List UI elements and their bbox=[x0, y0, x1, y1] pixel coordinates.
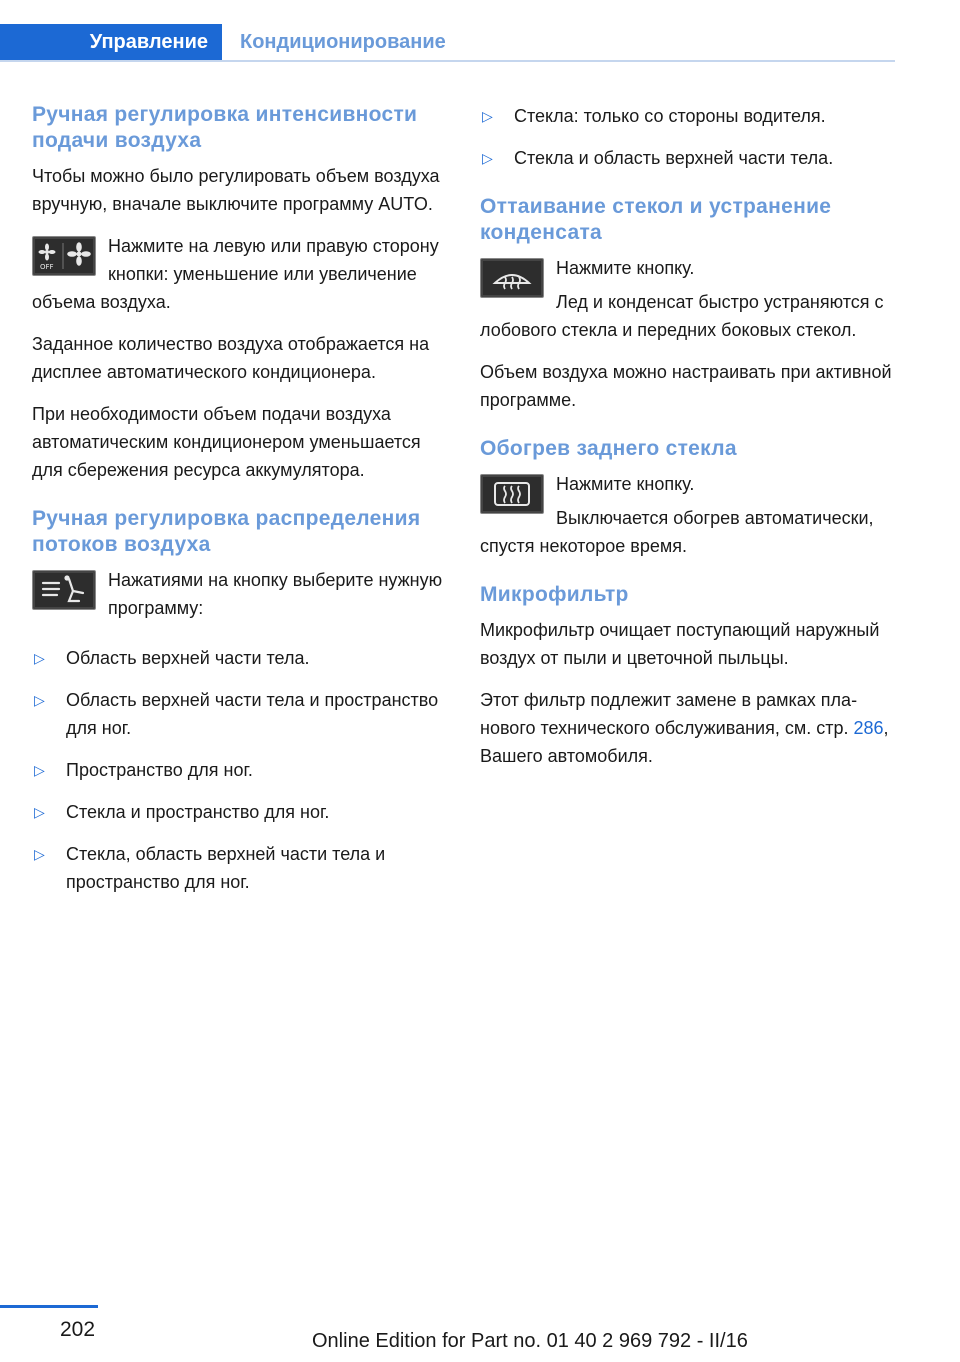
page-number: 202 bbox=[60, 1318, 96, 1341]
right-column bbox=[480, 102, 898, 784]
list-item: ▷ Область верхней части тела и пространство для ног. bbox=[32, 686, 450, 742]
paragraph: Объем воздуха можно настраивать при активной программе. bbox=[480, 362, 892, 410]
triangle-bullet-icon: ▷ bbox=[34, 846, 45, 862]
icon-instruction bbox=[32, 232, 450, 316]
list-item: ▷ Стекла, область верхней части тела и пространство для ног. bbox=[32, 840, 450, 896]
off-label: OFF bbox=[40, 263, 54, 271]
air-distribution-button-icon bbox=[32, 570, 96, 610]
paragraph: Микрофильтр очищает поступающий наружный воздух от пыли и цветочной пыльцы. bbox=[480, 620, 880, 668]
triangle-bullet-icon: ▷ bbox=[34, 650, 45, 666]
section-title-air-distribution: Ручная регулировка распределения потоков воздуха bbox=[32, 507, 421, 556]
left-column bbox=[32, 102, 450, 910]
paragraph: Этот фильтр подлежит замене в рамках планового технического обслуживания, см. стр. 286, Вашего автомобиля. bbox=[480, 690, 889, 766]
rear-window-heating-button-icon bbox=[480, 474, 544, 514]
air-program-list-continued bbox=[480, 102, 898, 172]
paragraph: При необходимости объем подачи воздуха автоматическим кондиционером уменьшается для сбережения ресурса аккумулятора. bbox=[32, 404, 421, 480]
section-title-rear-defrost: Обогрев заднего стекла bbox=[480, 437, 737, 460]
icon-caption: Лед и конденсат быстро устраняются с лобового стекла и передних боковых стекол. bbox=[480, 292, 884, 340]
page-header bbox=[0, 24, 960, 64]
header-divider bbox=[0, 60, 895, 62]
header-chapter-tab[interactable]: Кондиционирование bbox=[240, 31, 446, 53]
windshield-defrost-button-icon bbox=[480, 258, 544, 298]
triangle-bullet-icon: ▷ bbox=[34, 762, 45, 778]
icon-instruction bbox=[480, 470, 898, 560]
footer-accent-line bbox=[0, 1305, 98, 1308]
air-program-list bbox=[32, 644, 450, 896]
icon-caption: Нажмите кнопку. bbox=[556, 474, 695, 494]
list-item: ▷ Стекла и пространство для ног. bbox=[32, 798, 450, 826]
list-item: ▷ Область верхней части тела. bbox=[32, 644, 450, 672]
section-title-air-volume: Ручная регулировка интенсивности подачи воздуха bbox=[32, 103, 418, 152]
fan-button-icon bbox=[32, 236, 96, 276]
triangle-bullet-icon: ▷ bbox=[482, 150, 493, 166]
icon-caption: Нажмите на левую или правую сторону кнопки: уменьшение или увеличение объема воздуха. bbox=[32, 236, 439, 312]
icon-caption: Нажмите кнопку. bbox=[556, 258, 695, 278]
header-section-tab[interactable]: Управление bbox=[0, 24, 222, 60]
paragraph: Чтобы можно было регулировать объем воздуха вручную, вначале выключите программу AUTO. bbox=[32, 166, 440, 214]
triangle-bullet-icon: ▷ bbox=[34, 804, 45, 820]
triangle-bullet-icon: ▷ bbox=[482, 108, 493, 124]
list-item: ▷ Стекла: только со стороны водителя. bbox=[480, 102, 898, 130]
icon-caption: Нажатиями на кнопку выберите нужную программу: bbox=[108, 570, 443, 618]
icon-instruction bbox=[32, 566, 450, 630]
edition-note: Online Edition for Part no. 01 40 2 969 792 - II/16 bbox=[312, 1330, 748, 1352]
list-item: ▷ Пространство для ног. bbox=[32, 756, 450, 784]
icon-caption: Выключается обогрев автоматически, спустя некоторое время. bbox=[480, 508, 874, 556]
triangle-bullet-icon: ▷ bbox=[34, 692, 45, 708]
section-title-defrost: Оттаивание стекол и устранение конденсата bbox=[480, 195, 832, 244]
list-item: ▷ Стекла и область верхней части тела. bbox=[480, 144, 898, 172]
paragraph: Заданное количество воздуха отображается на дисплее автоматического кондиционера. bbox=[32, 334, 430, 382]
section-title-microfilter: Микрофильтр bbox=[480, 583, 629, 606]
icon-instruction bbox=[480, 254, 898, 344]
page-reference-link[interactable]: 286 bbox=[853, 718, 884, 738]
